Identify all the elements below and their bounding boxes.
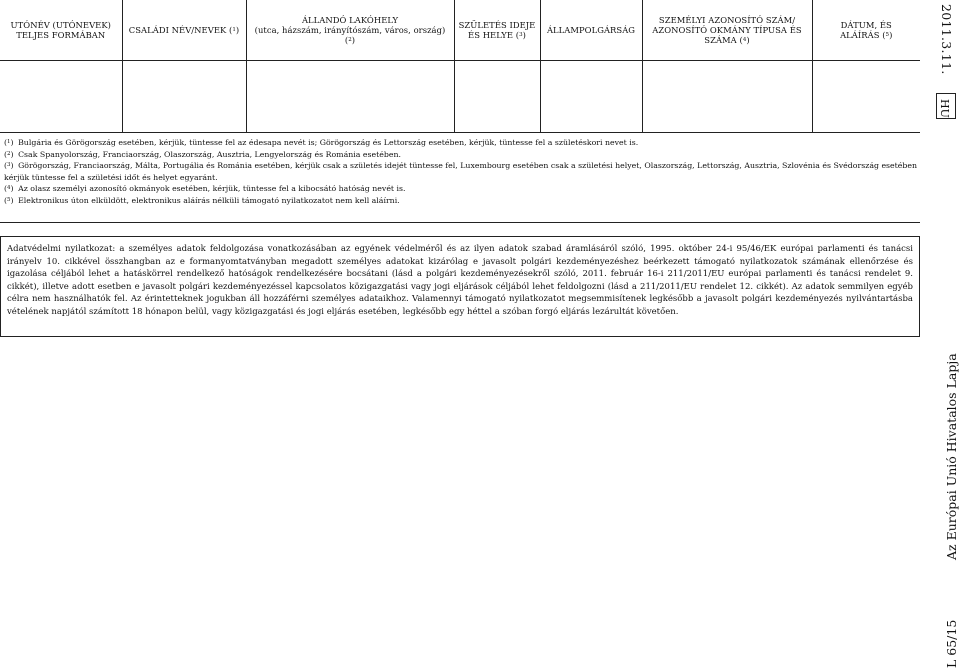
cell-nationality[interactable] [540,60,642,132]
footnotes-divider [0,222,920,223]
footnote-1: ($^1$) Bulgária és Görögország esetében, kérjük, tüntesse fel az édesapa nevét is; Görögország és Lettország esetében, kérjük, tüntesse fel a születéskori nevet is. [4,138,639,147]
footnote-2: ($^2$) Csak Spanyolország, Franciaország, Olaszország, Ausztria, Lengyelország és Románia esetében. [4,149,401,159]
journal-title: Az Európai Unió Hivatalos Lapja [944,353,959,560]
footnote-3: ($^3$) Görögország, Franciaország, Málta, Portugália és Románia esetében, kérjük csak a születés idejét tüntesse fel, Luxembourg esetében csak a születési helyet, Olaszország, Lettország, Ausztria, Szlovénia és Svédország esetében kérjük tüntesse fel a születési időt és helyet egyaránt. [4,161,918,182]
header-permanent-residence: ÁLLANDÓ LAKÓHELY (utca, házszám, irányítószám, város, ország) ($^2$) [246,0,454,60]
cell-id-number[interactable] [642,60,812,132]
header-date-signature: DÁTUM, ÉS ALÁÍRÁS ($^5$) [812,0,920,60]
privacy-statement-box [0,236,920,337]
header-birth-date-place: SZÜLETÉS IDEJE ÉS HELYE ($^3$) [454,0,540,60]
cell-date-signature[interactable] [812,60,920,132]
page-number: L 65/15 [944,619,959,668]
header-family-name: CSALÁDI NÉV/NEVEK ($^1$) [122,0,246,60]
cell-permanent-residence[interactable] [246,60,454,132]
issue-date: 2011.3.11. [939,4,954,75]
cell-birth-date-place[interactable] [454,60,540,132]
privacy-statement-text: Adatvédelmi nyilatkozat: a személyes adatok feldolgozása vonatkozásában az egyének védelméről és az ilyen adatok szabad áramlásáról szóló, 1995. október 24-i 95/46/EK európai parlamenti és tanácsi irányelv 10. cikkével összhangban az e formanyomtatványban megadott személyes adatokat kizárólag e javasolt polgári kezdeményezéshez beérkezett támogató nyilatkozatok számának ellenőrzése és igazolása céljából lehet a hatáskörrel rendelkező hatóságok rendelkezésére bocsátani (lásd a polgári kezdeményezésekről szóló, 2011. február 16-i 211/2011/EU európai parlamenti és tanácsi rendelet 9. cikkét), illetve adott esetben e javasolt polgári kezdeményezéssel kapcsolatos közigazgatási vagy jogi eljárások céljából lehet feldolgozni (lásd a 211/2011/EU rendelet 12. cikkét). Az adatok semmilyen egyéb célra nem használhatók fel. Az érintetteknek jogukban áll hozzáférni személyes adataikhoz. Valamennyi támogató nyilatkozatot megsemmisítenek legkésőbb a javasolt polgári kezdeményezés nyilvántartásba vételének napjától számított 18 hónapon belül, vagy közigazgatási és jogi eljárás esetében, legkésőbb egy héttel a szóban forgó eljárás lezárultát követően. [7,244,913,317]
header-first-name: UTÓNÉV (UTÓNEVEK) TELJES FORMÁBAN [0,0,122,60]
footnotes [4,137,918,207]
footnote-5: ($^5$) Elektronikus úton elküldött, elektronikus aláírás nélküli támogató nyilatkozatot nem kell aláírni. [4,195,400,205]
footnote-4: ($^4$) Az olasz személyi azonosító okmányok esetében, kérjük, tüntesse fel a kibocsátó hatóság nevét is. [4,184,406,194]
table-header-row [0,0,920,60]
header-id-number: SZEMÉLYI AZONOSÍTÓ SZÁM/ AZONOSÍTÓ OKMÁNY TÍPUSA ÉS SZÁMA ($^4$) [642,0,812,60]
signatory-table [0,0,920,133]
language-badge: HU [936,93,956,119]
table-row [0,60,920,132]
cell-first-name[interactable] [0,60,122,132]
cell-family-name[interactable] [122,60,246,132]
header-nationality: ÁLLAMPOLGÁRSÁG [540,0,642,60]
